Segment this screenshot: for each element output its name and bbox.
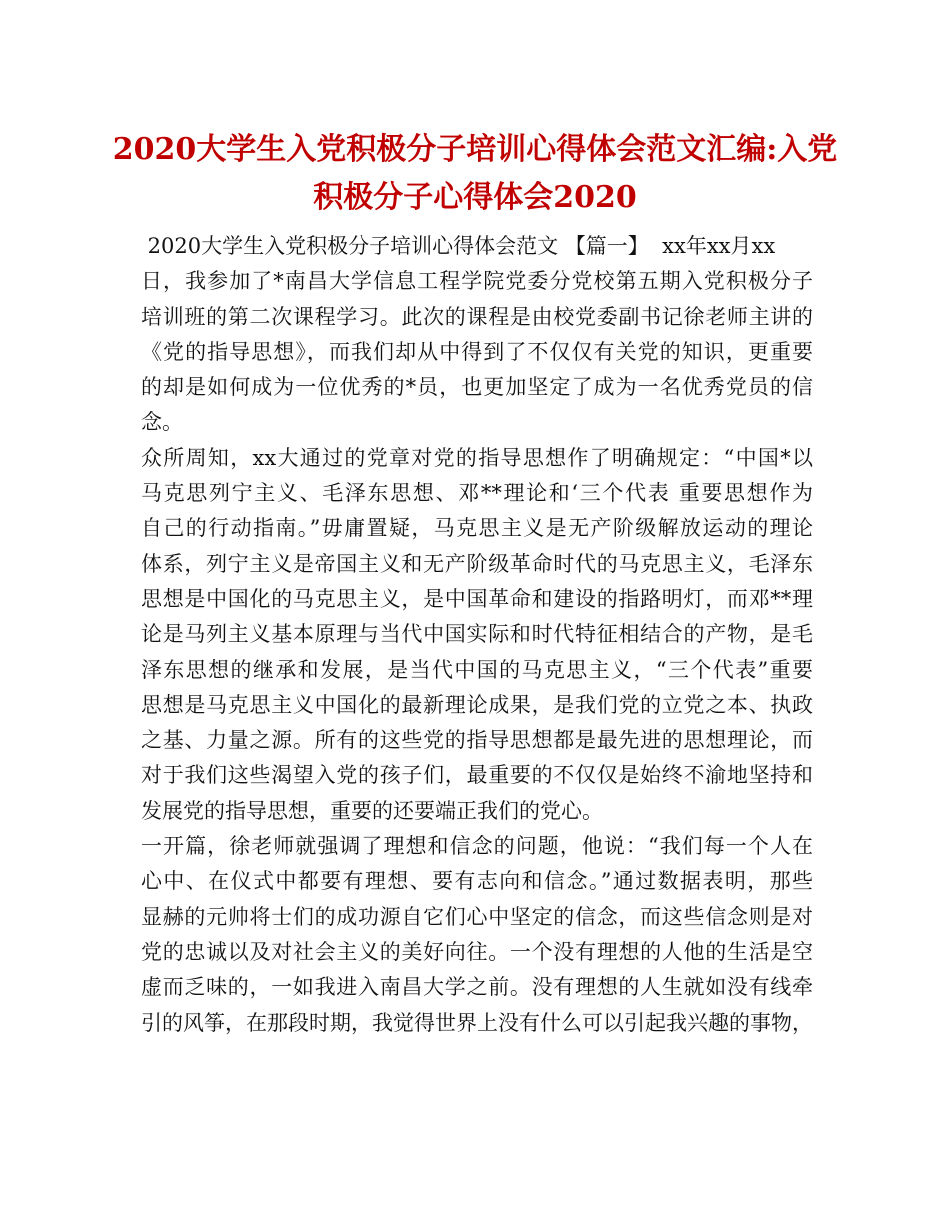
body-line: 之基、力量之源。所有的这些党的指导思想都是最先进的思想理论，而 (141, 728, 813, 753)
body-line: 显赫的元帅将士们的成功源自它们心中坚定的信念，而这些信念则是对 (141, 904, 813, 929)
body-line: 体系，列宁主义是帝国主义和无产阶级革命时代的马克思主义，毛泽东 (141, 551, 813, 576)
body-line: 虚而乏味的，一如我进入南昌大学之前。没有理想的人生就如没有线牵 (141, 975, 813, 1000)
body-line: 论是马列主义基本原理与当代中国实际和时代特征相结合的产物，是毛 (141, 622, 813, 647)
body-line: 发展党的指导思想，重要的还要端正我们的党心。 (141, 798, 603, 823)
body-line: 思想是中国化的马克思主义，是中国革命和建设的指路明灯，而邓**理 (141, 586, 813, 611)
body-line: 心中、在仪式中都要有理想、要有志向和信念。”通过数据表明，那些 (141, 869, 813, 894)
body-line: 念。 (141, 410, 183, 435)
body-line: 引的风筝，在那段时期，我觉得世界上没有什么可以引起我兴趣的事物， (141, 1010, 813, 1035)
body-line: 思想是马克思主义中国化的最新理论成果，是我们党的立党之本、执政 (141, 692, 813, 717)
body-line: 的却是如何成为一位优秀的*员，也更加坚定了成为一名优秀党员的信 (141, 375, 813, 400)
title-line: 2020大学生入党积极分子培训心得体会范文汇编:入党 (112, 132, 838, 167)
body-line: 众所周知，xx大通过的党章对党的指导思想作了明确规定：“中国*以 (141, 445, 813, 470)
body-line: 泽东思想的继承和发展，是当代中国的马克思主义，“三个代表”重要 (141, 657, 813, 682)
body-line: 自己的行动指南。”毋庸置疑，马克思主义是无产阶级解放运动的理论 (141, 516, 813, 541)
page-title (100, 126, 850, 222)
body-line: 《党的指导思想》，而我们却从中得到了不仅仅有关党的知识，更重要 (141, 339, 813, 364)
body-line: 党的忠诚以及对社会主义的美好向往。一个没有理想的人他的生活是空 (141, 939, 813, 964)
body-line: 日，我参加了*南昌大学信息工程学院党委分党校第五期入党积极分子 (141, 269, 813, 294)
body-line: 2020大学生入党积极分子培训心得体会范文 【篇一】 xx年xx月xx (141, 234, 776, 258)
body-line: 对于我们这些渴望入党的孩子们，最重要的不仅仅是始终不渝地坚持和 (141, 763, 813, 788)
body-line: 一开篇，徐老师就强调了理想和信念的问题，他说：“我们每一个人在 (141, 834, 813, 859)
title-line: 积极分子心得体会2020 (313, 180, 637, 215)
body-line: 培训班的第二次课程学习。此次的课程是由校党委副书记徐老师主讲的 (141, 304, 813, 329)
body-text (141, 229, 813, 1041)
body-line: 马克思列宁主义、毛泽东思想、邓**理论和‘三个代表 重要思想作为 (141, 481, 813, 506)
